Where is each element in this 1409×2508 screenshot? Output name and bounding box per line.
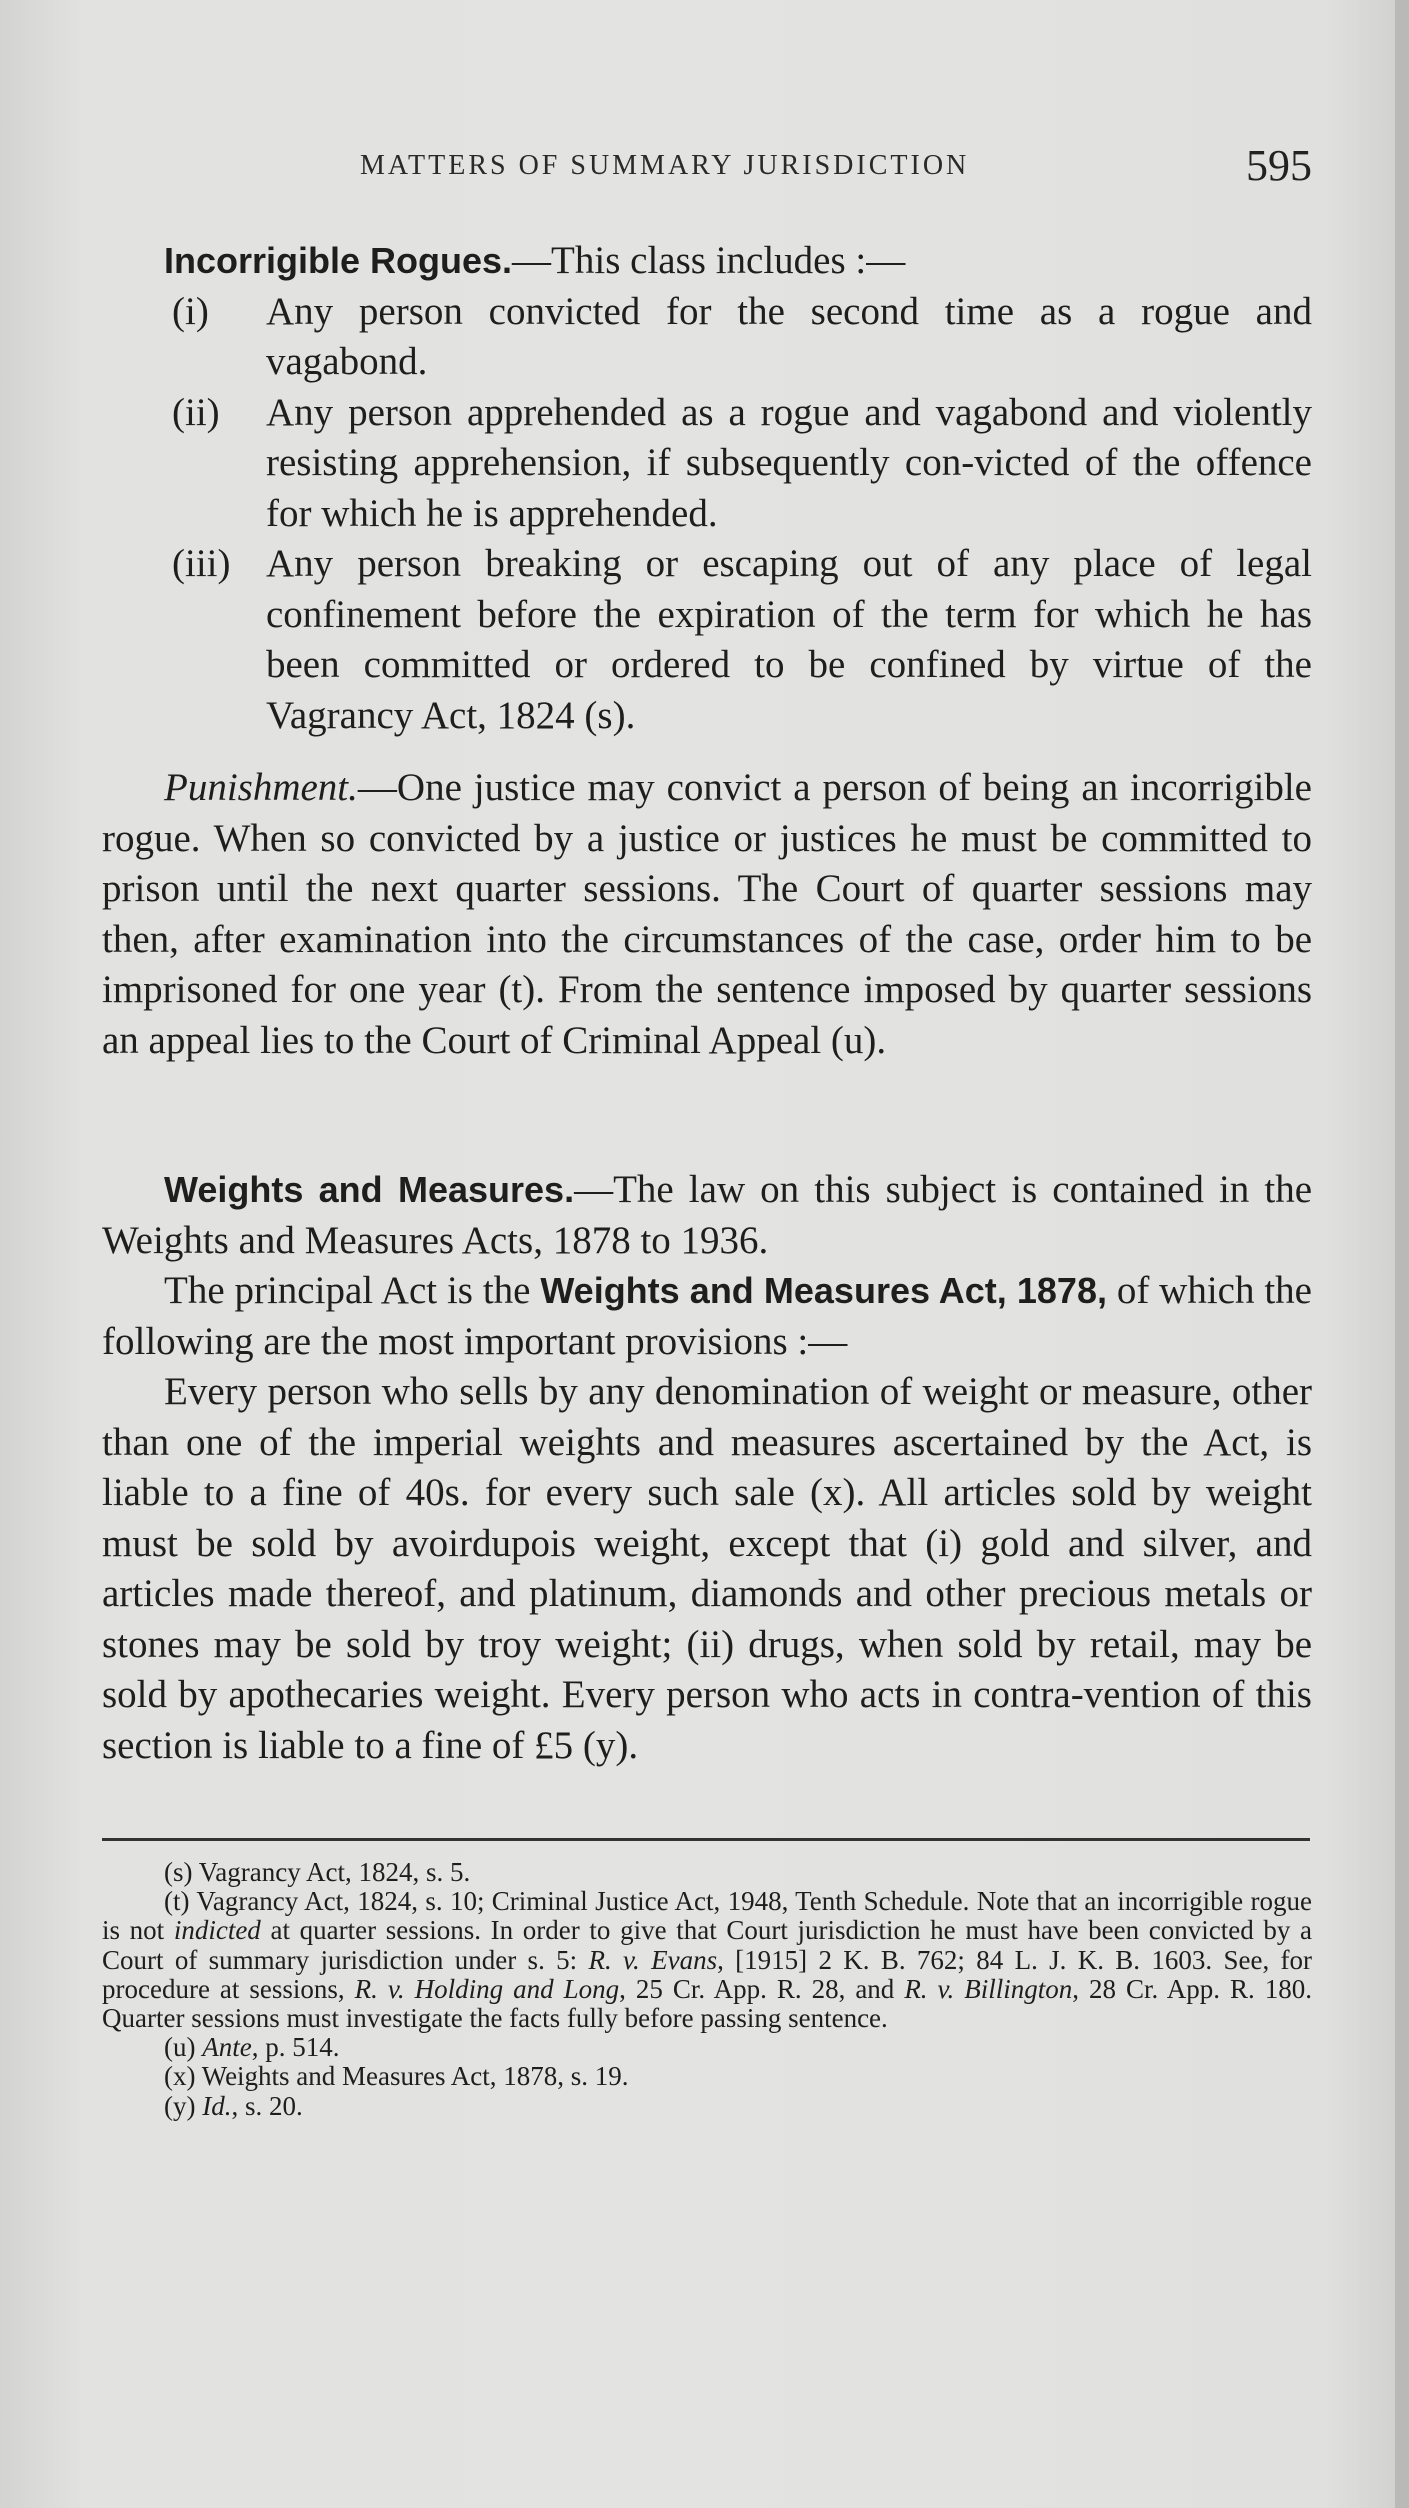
principal-act-paragraph: The principal Act is the Weights and Measures Act, 1878, of which the following are the most important provisions :— — [102, 1269, 1312, 1363]
list-item — [102, 539, 1312, 741]
weights-and-measures-section — [102, 1165, 1312, 1771]
provisions-paragraph: Every person who sells by any denomination of weight or measure, other than one of the imperial weights and measures ascertained by the Act, is liable to a fine of 40s. for every such sale (x). All articles sold by weight must be sold by avoirdupois weight, except that (i) gold and silver, and articles made thereof, and platinum, diamonds and other precious metals or stones may be sold by troy weight; (ii) drugs, when sold by retail, may be sold by apothecaries weight. Every person who acts in contra-vention of this section is liable to a fine of £5 (y). — [102, 1370, 1312, 1767]
list-item-number: (i) — [172, 289, 209, 333]
rogues-intro: —This class includes :— — [512, 239, 906, 282]
rogues-heading: Incorrigible Rogues. — [164, 240, 513, 281]
punishment-label: Punishment. — [164, 766, 358, 809]
footnotes — [102, 1858, 1312, 2121]
list-item — [102, 388, 1312, 540]
incorrigible-rogues-section — [102, 236, 1312, 741]
footnote-x: (x) Weights and Measures Act, 1878, s. 19. — [164, 2061, 629, 2092]
rogues-heading-line — [102, 236, 1312, 287]
footnote-t: (t) Vagrancy Act, 1824, s. 10; Criminal Justice Act, 1948, Tenth Schedule. Note that an incorrigible rogue is not indicted at quarter sessions. In order to give that Court jurisdiction he must have been convicted by a Court of summary jurisdiction under s. 5: R. v. Evans, [1915] 2 K. B. 762; 84 L. J. K. B. 1603. See, for procedure at sessions, R. v. Holding and Long, 25 Cr. App. R. 28, and R. v. Billington, 28 Cr. App. R. 180. Quarter sessions must investigate the facts fully before passing sentence. — [102, 1886, 1312, 2034]
list-item-text: Any person breaking or escaping out of any place of legal confinement before the expiration of the term for which he has been committed or ordered to be confined by virtue of the Vagrancy Act, 1824 (s). — [266, 542, 1312, 737]
weights-intro-paragraph — [102, 1165, 1312, 1266]
weights-intro: —The law on this subject is contained in the Weights and Measures Acts, 1878 to 1936. — [102, 1168, 1312, 1262]
footnote-divider — [102, 1838, 1310, 1841]
weights-heading: Weights and Measures. — [164, 1169, 575, 1210]
list-item-text: Any person apprehended as a rogue and vagabond and violently resisting apprehension, if subsequently con-victed of the offence for which he is apprehended. — [266, 390, 1312, 535]
list-item-text: Any person convicted for the second time as a rogue and vagabond. — [266, 289, 1312, 383]
punishment-paragraph — [102, 763, 1312, 1066]
footnote-s: (s) Vagrancy Act, 1824, s. 5. — [164, 1857, 471, 1887]
page-number: 595 — [1246, 141, 1312, 190]
list-item-number: (ii) — [172, 390, 220, 434]
list-item-number: (iii) — [172, 542, 231, 585]
footnote-u: (u) Ante, p. 514. — [164, 2032, 340, 2063]
principal-act-title: Weights and Measures Act, 1878, — [540, 1270, 1107, 1311]
punishment-text: —One justice may convict a person of being an incorrigible rogue. When so convicted by a justice or justices he must be committed to prison until the next quarter sessions. The Court of quarter sessions may then, after examination into the circumstances of the case, order him to be imprisoned for one year (t). From the sentence imposed by quarter sessions an appeal lies to the Court of Criminal Appeal (u). — [102, 766, 1312, 1062]
running-head: MATTERS OF SUMMARY JURISDICTION — [360, 150, 970, 181]
footnote-y: (y) Id., s. 20. — [164, 2090, 303, 2121]
list-item — [102, 287, 1312, 388]
page-edge-shadow — [1395, 0, 1409, 2508]
